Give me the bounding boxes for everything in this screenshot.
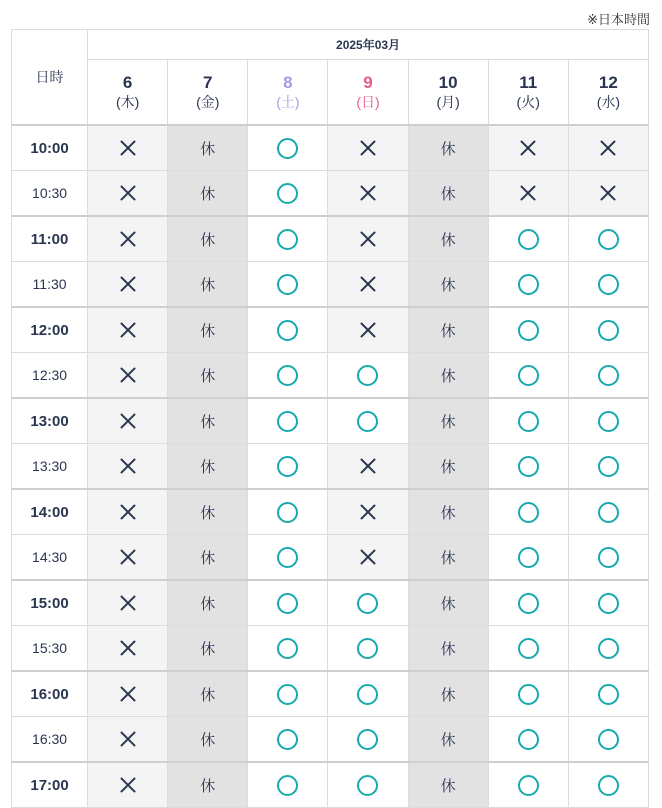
available-circle-icon <box>277 411 298 432</box>
available-circle-icon <box>598 684 619 705</box>
time-label: 15:30 <box>12 626 88 672</box>
available-circle-icon <box>518 638 539 659</box>
time-row <box>12 353 649 399</box>
slot-cell-closed <box>168 535 248 581</box>
time-label: 13:30 <box>12 444 88 490</box>
available-circle-icon <box>518 320 539 341</box>
time-row <box>12 717 649 763</box>
unavailable-cross-icon <box>117 501 139 523</box>
time-row <box>12 444 649 490</box>
unavailable-cross-icon <box>357 546 379 568</box>
closed-label: 休 <box>200 777 216 795</box>
unavailable-cross-icon <box>517 182 539 204</box>
closed-label: 休 <box>440 686 456 704</box>
day-number: 11 <box>519 73 538 92</box>
slot-cell-ok[interactable] <box>248 398 328 444</box>
unavailable-cross-icon <box>357 273 379 295</box>
slot-cell-closed <box>168 262 248 308</box>
unavailable-cross-icon <box>117 546 139 568</box>
slot-cell-ok[interactable] <box>248 216 328 262</box>
available-circle-icon <box>277 638 298 659</box>
day-header-7 <box>168 60 248 126</box>
slot-cell-ok[interactable] <box>328 762 408 808</box>
slot-cell-ng <box>88 444 168 490</box>
available-circle-icon <box>277 593 298 614</box>
slot-cell-closed <box>408 580 488 626</box>
slot-cell-closed <box>168 671 248 717</box>
available-circle-icon <box>518 365 539 386</box>
time-row <box>12 762 649 808</box>
closed-label: 休 <box>440 367 456 385</box>
slot-cell-ok[interactable] <box>248 353 328 399</box>
closed-label: 休 <box>200 231 216 249</box>
available-circle-icon <box>598 502 619 523</box>
day-number: 10 <box>438 73 458 92</box>
slot-cell-closed <box>168 762 248 808</box>
unavailable-cross-icon <box>117 637 139 659</box>
slot-cell-ng <box>88 489 168 535</box>
slot-cell-closed <box>168 444 248 490</box>
slot-cell-ok[interactable] <box>568 398 648 444</box>
slot-cell-closed <box>168 580 248 626</box>
slot-cell-ok[interactable] <box>328 580 408 626</box>
slot-cell-ok[interactable] <box>488 307 568 353</box>
slot-cell-ok[interactable] <box>568 671 648 717</box>
available-circle-icon <box>277 365 298 386</box>
unavailable-cross-icon <box>357 501 379 523</box>
unavailable-cross-icon <box>117 455 139 477</box>
slot-cell-ok[interactable] <box>328 671 408 717</box>
time-label: 11:30 <box>12 262 88 308</box>
available-circle-icon <box>518 456 539 477</box>
closed-label: 休 <box>440 504 456 522</box>
time-slot-grid <box>12 125 649 808</box>
time-row <box>12 307 649 353</box>
day-number: 7 <box>203 73 213 92</box>
slot-cell-ok[interactable] <box>248 535 328 581</box>
unavailable-cross-icon <box>117 364 139 386</box>
slot-cell-ng <box>88 125 168 171</box>
slot-cell-ng <box>328 489 408 535</box>
slot-cell-ok[interactable] <box>488 262 568 308</box>
available-circle-icon <box>277 274 298 295</box>
time-row <box>12 671 649 717</box>
day-weekday: (土) <box>276 94 300 110</box>
day-weekday: (日) <box>356 94 380 110</box>
slot-cell-ok[interactable] <box>248 671 328 717</box>
time-row <box>12 262 649 308</box>
unavailable-cross-icon <box>117 319 139 341</box>
slot-cell-closed <box>168 489 248 535</box>
unavailable-cross-icon <box>597 137 619 159</box>
closed-label: 休 <box>440 549 456 567</box>
slot-cell-ok[interactable] <box>568 717 648 763</box>
closed-label: 休 <box>200 686 216 704</box>
slot-cell-closed <box>168 717 248 763</box>
available-circle-icon <box>277 456 298 477</box>
slot-cell-ng <box>88 398 168 444</box>
closed-label: 休 <box>200 367 216 385</box>
slot-cell-closed <box>408 125 488 171</box>
time-label: 14:00 <box>12 489 88 535</box>
time-row <box>12 489 649 535</box>
available-circle-icon <box>357 593 378 614</box>
time-label: 10:30 <box>12 171 88 217</box>
slot-cell-closed <box>408 762 488 808</box>
slot-cell-ng <box>328 307 408 353</box>
closed-label: 休 <box>440 413 456 431</box>
unavailable-cross-icon <box>357 182 379 204</box>
day-weekday: (水) <box>596 94 621 110</box>
slot-cell-ok[interactable] <box>248 171 328 217</box>
available-circle-icon <box>277 729 298 750</box>
closed-label: 休 <box>440 185 456 203</box>
day-header-9 <box>328 60 408 126</box>
slot-cell-closed <box>408 535 488 581</box>
available-circle-icon <box>598 229 619 250</box>
slot-cell-ok[interactable] <box>488 489 568 535</box>
unavailable-cross-icon <box>117 273 139 295</box>
time-row <box>12 535 649 581</box>
time-label: 14:30 <box>12 535 88 581</box>
available-circle-icon <box>277 229 298 250</box>
time-label: 11:00 <box>12 216 88 262</box>
slot-cell-closed <box>168 216 248 262</box>
slot-cell-closed <box>408 171 488 217</box>
day-number: 9 <box>363 73 373 92</box>
closed-label: 休 <box>440 140 456 158</box>
slot-cell-ok[interactable] <box>248 762 328 808</box>
slot-cell-closed <box>168 125 248 171</box>
slot-cell-ng <box>328 444 408 490</box>
closed-label: 休 <box>440 322 456 340</box>
slot-cell-ok[interactable] <box>328 626 408 672</box>
slot-cell-ng <box>88 717 168 763</box>
time-row <box>12 626 649 672</box>
day-number: 8 <box>283 73 293 92</box>
closed-label: 休 <box>200 640 216 658</box>
available-circle-icon <box>598 729 619 750</box>
day-header-row <box>12 60 649 126</box>
slot-cell-closed <box>408 262 488 308</box>
day-header-12 <box>568 60 648 126</box>
time-label: 15:00 <box>12 580 88 626</box>
closed-label: 休 <box>200 322 216 340</box>
slot-cell-ok[interactable] <box>488 353 568 399</box>
slot-cell-closed <box>168 353 248 399</box>
slot-cell-closed <box>408 398 488 444</box>
slot-cell-ok[interactable] <box>488 626 568 672</box>
time-label: 10:00 <box>12 125 88 171</box>
slot-cell-ng <box>88 580 168 626</box>
slot-cell-ok[interactable] <box>488 717 568 763</box>
slot-cell-ng <box>488 125 568 171</box>
unavailable-cross-icon <box>117 137 139 159</box>
unavailable-cross-icon <box>117 728 139 750</box>
slot-cell-ng <box>488 171 568 217</box>
slot-cell-ng <box>328 125 408 171</box>
slot-cell-ng <box>88 535 168 581</box>
closed-label: 休 <box>440 595 456 613</box>
time-row <box>12 125 649 171</box>
slot-cell-ng <box>88 626 168 672</box>
slot-cell-ng <box>88 353 168 399</box>
slot-cell-ok[interactable] <box>568 580 648 626</box>
available-circle-icon <box>357 411 378 432</box>
available-circle-icon <box>518 229 539 250</box>
slot-cell-ok[interactable] <box>568 489 648 535</box>
unavailable-cross-icon <box>117 228 139 250</box>
unavailable-cross-icon <box>117 774 139 796</box>
slot-cell-ng <box>88 307 168 353</box>
available-circle-icon <box>518 411 539 432</box>
slot-cell-ng <box>88 762 168 808</box>
closed-label: 休 <box>200 458 216 476</box>
closed-label: 休 <box>200 276 216 294</box>
slot-cell-ok[interactable] <box>488 398 568 444</box>
slot-cell-ok[interactable] <box>248 125 328 171</box>
slot-cell-ok[interactable] <box>248 489 328 535</box>
slot-cell-ok[interactable] <box>568 353 648 399</box>
unavailable-cross-icon <box>357 228 379 250</box>
available-circle-icon <box>598 593 619 614</box>
time-row <box>12 216 649 262</box>
available-circle-icon <box>277 320 298 341</box>
slot-cell-ng <box>328 262 408 308</box>
slot-cell-closed <box>408 626 488 672</box>
available-circle-icon <box>518 547 539 568</box>
time-label: 12:00 <box>12 307 88 353</box>
time-label: 17:00 <box>12 762 88 808</box>
timezone-note: ※日本時間 <box>587 12 650 27</box>
month-header: 2025年03月 <box>88 30 649 60</box>
unavailable-cross-icon <box>117 182 139 204</box>
slot-cell-ok[interactable] <box>248 580 328 626</box>
slot-cell-closed <box>408 444 488 490</box>
available-circle-icon <box>277 502 298 523</box>
time-row <box>12 398 649 444</box>
available-circle-icon <box>357 729 378 750</box>
day-header-10 <box>408 60 488 126</box>
unavailable-cross-icon <box>357 137 379 159</box>
slot-cell-closed <box>168 626 248 672</box>
unavailable-cross-icon <box>357 455 379 477</box>
slot-cell-ng <box>328 216 408 262</box>
slot-cell-ok[interactable] <box>248 307 328 353</box>
closed-label: 休 <box>440 276 456 294</box>
time-label: 16:30 <box>12 717 88 763</box>
slot-cell-ng <box>568 171 648 217</box>
time-label: 13:00 <box>12 398 88 444</box>
slot-cell-closed <box>168 398 248 444</box>
day-header-11 <box>488 60 568 126</box>
slot-cell-closed <box>168 307 248 353</box>
available-circle-icon <box>518 274 539 295</box>
slot-cell-closed <box>168 171 248 217</box>
day-weekday: (木) <box>116 94 140 110</box>
day-number: 12 <box>598 73 618 92</box>
available-circle-icon <box>518 729 539 750</box>
available-circle-icon <box>598 365 619 386</box>
slot-cell-closed <box>408 489 488 535</box>
day-weekday: (月) <box>436 94 460 110</box>
slot-cell-ng <box>328 171 408 217</box>
available-circle-icon <box>518 593 539 614</box>
available-circle-icon <box>357 775 378 796</box>
available-circle-icon <box>518 775 539 796</box>
slot-cell-ng <box>88 671 168 717</box>
day-number: 6 <box>122 73 133 92</box>
unavailable-cross-icon <box>597 182 619 204</box>
reservation-calendar <box>11 29 649 808</box>
datetime-header: 日時 <box>12 30 88 126</box>
slot-cell-ng <box>88 216 168 262</box>
slot-cell-ok[interactable] <box>328 353 408 399</box>
unavailable-cross-icon <box>117 592 139 614</box>
day-header-6 <box>88 60 168 126</box>
slot-cell-ok[interactable] <box>248 444 328 490</box>
closed-label: 休 <box>200 140 216 158</box>
closed-label: 休 <box>440 231 456 249</box>
slot-cell-ok[interactable] <box>248 717 328 763</box>
available-circle-icon <box>598 456 619 477</box>
slot-cell-ok[interactable] <box>488 671 568 717</box>
closed-label: 休 <box>200 504 216 522</box>
slot-cell-ok[interactable] <box>328 398 408 444</box>
slot-cell-ng <box>568 125 648 171</box>
available-circle-icon <box>357 365 378 386</box>
time-label: 12:30 <box>12 353 88 399</box>
available-circle-icon <box>518 684 539 705</box>
day-weekday: (火) <box>516 94 540 110</box>
slot-cell-ng <box>88 262 168 308</box>
closed-label: 休 <box>200 595 216 613</box>
slot-cell-ok[interactable] <box>568 444 648 490</box>
available-circle-icon <box>598 775 619 796</box>
closed-label: 休 <box>440 458 456 476</box>
time-row <box>12 580 649 626</box>
day-header-8 <box>248 60 328 126</box>
available-circle-icon <box>598 547 619 568</box>
slot-cell-ok[interactable] <box>568 216 648 262</box>
available-circle-icon <box>598 638 619 659</box>
slot-cell-ok[interactable] <box>568 262 648 308</box>
slot-cell-ok[interactable] <box>488 535 568 581</box>
closed-label: 休 <box>200 185 216 203</box>
closed-label: 休 <box>200 549 216 567</box>
slot-cell-closed <box>408 307 488 353</box>
slot-cell-closed <box>408 353 488 399</box>
slot-cell-ok[interactable] <box>568 626 648 672</box>
slot-cell-ok[interactable] <box>568 762 648 808</box>
unavailable-cross-icon <box>117 683 139 705</box>
available-circle-icon <box>598 411 619 432</box>
slot-cell-ok[interactable] <box>568 307 648 353</box>
available-circle-icon <box>518 502 539 523</box>
day-weekday: (金) <box>196 94 220 110</box>
available-circle-icon <box>357 684 378 705</box>
unavailable-cross-icon <box>117 410 139 432</box>
closed-label: 休 <box>200 731 216 749</box>
slot-cell-ng <box>328 535 408 581</box>
time-label: 16:00 <box>12 671 88 717</box>
slot-cell-ok[interactable] <box>488 444 568 490</box>
slot-cell-ng <box>88 171 168 217</box>
available-circle-icon <box>277 138 298 159</box>
closed-label: 休 <box>200 413 216 431</box>
slot-cell-ok[interactable] <box>328 717 408 763</box>
available-circle-icon <box>277 684 298 705</box>
time-row <box>12 171 649 217</box>
closed-label: 休 <box>440 640 456 658</box>
available-circle-icon <box>598 320 619 341</box>
unavailable-cross-icon <box>517 137 539 159</box>
unavailable-cross-icon <box>357 319 379 341</box>
available-circle-icon <box>277 183 298 204</box>
slot-cell-closed <box>408 717 488 763</box>
slot-cell-ok[interactable] <box>488 580 568 626</box>
slot-cell-ok[interactable] <box>248 262 328 308</box>
slot-cell-ok[interactable] <box>568 535 648 581</box>
slot-cell-ok[interactable] <box>248 626 328 672</box>
slot-cell-closed <box>408 216 488 262</box>
available-circle-icon <box>598 274 619 295</box>
slot-cell-closed <box>408 671 488 717</box>
closed-label: 休 <box>440 731 456 749</box>
slot-cell-ok[interactable] <box>488 216 568 262</box>
closed-label: 休 <box>440 777 456 795</box>
available-circle-icon <box>277 775 298 796</box>
available-circle-icon <box>357 638 378 659</box>
slot-cell-ok[interactable] <box>488 762 568 808</box>
available-circle-icon <box>277 547 298 568</box>
